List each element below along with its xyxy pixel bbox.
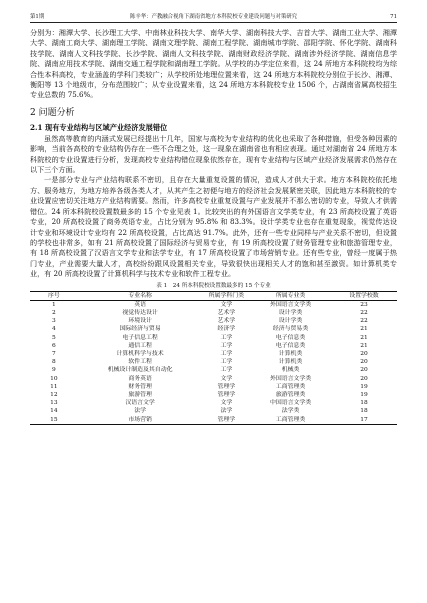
cell-count: 21 bbox=[360, 342, 368, 349]
cell-index: 15 bbox=[50, 416, 58, 423]
table-row bbox=[30, 416, 397, 425]
cell-discipline: 艺术学 bbox=[217, 318, 236, 325]
table-row bbox=[30, 300, 397, 309]
cell-index: 11 bbox=[50, 383, 58, 390]
cell-major: 国际经济与贸易 bbox=[119, 326, 161, 333]
cell-discipline: 文学 bbox=[220, 375, 233, 382]
page-number: 71 bbox=[390, 14, 397, 20]
col-header-index: 序号 bbox=[47, 292, 60, 299]
cell-category: 工商管理类 bbox=[275, 383, 306, 390]
cell-category: 设计学类 bbox=[278, 318, 303, 325]
table-row bbox=[30, 342, 397, 350]
paragraph-first-problem: 一是部分专业与产业结构联系不密切，且存在大量重复设置的情况，造成人才供大于求。地方本科院校依托地方、服务地方，为地方培养各级各类人才，从其产生之初便与地方的经济社会发展紧密关联，因此地方本科院校的专业设置应密切关注地方产业结构需要。然而，许多高校专业重复设置与产业发展并不那么密切的专业，导致人才供需错位。24 所本科院校设置数最多的 15 个专业见表 1。比较突出的有外国语言文学类专业，有 23 所高校设置了英语专业，20 所高校设置了商务英语专业，占比分别为 95.8% 和 83.3%。设计学类专业也存在重复现象，视觉传达设计专业和环境设计专业均有 22 所高校设置，占比高达 91.7%。此外，还有一些专业同样与产业关系不密切，但设置的学校也非常多，如有 21 所高校设置了国际经济与贸易专业，有 19 所高校设置了财务管理专业和旅游管理专业，有 18 所高校设置了汉语言文学专业和法学专业，有 17 所高校设置了市场营销专业。还有些专业，曾经一度属于热门专业，产业需要大量人才，高校纷纷跟风设置相关专业，导致很快出现相关人才的饱和甚至激资。如计算机类专业，有 20 所高校设置了计算机科学与技术专业和软件工程专业。 bbox=[30, 175, 397, 279]
cell-category: 计算机类 bbox=[278, 350, 303, 357]
cell-major: 市场营销 bbox=[128, 416, 152, 423]
cell-category: 机械类 bbox=[281, 367, 300, 374]
cell-count: 17 bbox=[360, 416, 368, 423]
cell-index: 13 bbox=[50, 400, 58, 407]
cell-category: 工商管理类 bbox=[275, 416, 306, 423]
cell-category: 外国语言文学类 bbox=[269, 301, 312, 308]
table-row bbox=[30, 383, 397, 391]
cell-index: 9 bbox=[51, 367, 56, 374]
top-15-majors-table bbox=[30, 291, 397, 425]
cell-major: 英语 bbox=[134, 301, 146, 308]
col-header-major: 专业名称 bbox=[128, 292, 152, 299]
cell-major: 法学 bbox=[134, 408, 146, 415]
cell-count: 19 bbox=[360, 383, 368, 390]
cell-major: 视觉传达设计 bbox=[122, 309, 158, 316]
cell-major: 机械设计制造及其自动化 bbox=[107, 367, 173, 374]
cell-count: 23 bbox=[360, 301, 368, 308]
cell-index: 10 bbox=[50, 375, 58, 382]
cell-discipline: 艺术学 bbox=[217, 309, 236, 316]
cell-discipline: 经济学 bbox=[217, 326, 236, 333]
intro-paragraph: 分别为：湘潭大学、长沙理工大学、中南林业科技大学、南华大学、湖南科技大学、吉首大学、湖南工业大学、湘潭大学、湖南工商大学、湖南理工学院、湖南文理学院、湖南工程学院、湖南城市学院、邵阳学院、怀化学院、湖南科技学院、湖南人文科技学院、长沙学院、湖南人文科技学院、湖南财政经济学院、湖南涉外经济学院、湖南信息学院、湖南应用技术学院、湖南交通工程学院和湖南理工学院。从学校的办学定位来看，这 24 所地方本科院校均为综合性本科高校，专业涵盖的学科门类较广；从学校所处地理位置来看，这 24 所地方本科院校分别位于长沙、湘潭、衡阳等 13 个地级市，分布范围较广；从专业设置来看，这 24 所地方本科院校专业 1506 个，占湖南省属高校招生专业总数的 75.6%。 bbox=[30, 28, 397, 100]
cell-discipline: 工学 bbox=[220, 342, 233, 349]
cell-discipline: 文学 bbox=[220, 301, 233, 308]
cell-category: 电子信息类 bbox=[275, 342, 306, 349]
cell-major: 电子信息工程 bbox=[122, 334, 158, 341]
cell-major: 软件工程 bbox=[128, 359, 152, 366]
running-header bbox=[30, 12, 397, 23]
table-row bbox=[30, 407, 397, 415]
cell-count: 19 bbox=[360, 391, 368, 398]
cell-count: 22 bbox=[360, 309, 368, 316]
table-row bbox=[30, 334, 397, 342]
cell-category: 法学类 bbox=[281, 408, 300, 415]
cell-category: 设计学类 bbox=[278, 309, 303, 316]
cell-index: 5 bbox=[51, 334, 56, 341]
cell-category: 经济与贸易类 bbox=[272, 326, 309, 333]
table-row bbox=[30, 366, 397, 374]
table-row bbox=[30, 325, 397, 333]
cell-discipline: 工学 bbox=[220, 359, 233, 366]
cell-discipline: 文学 bbox=[220, 400, 233, 407]
table-row bbox=[30, 399, 397, 407]
subsection-2-1-title: 2.1 现有专业结构与区域产业经济发展错位 bbox=[30, 122, 168, 132]
table-row bbox=[30, 350, 397, 358]
col-header-category: 所属专业类 bbox=[275, 292, 306, 299]
cell-category: 外国语言文学类 bbox=[269, 375, 312, 382]
cell-discipline: 工学 bbox=[220, 350, 233, 357]
cell-count: 20 bbox=[360, 367, 368, 374]
table-row bbox=[30, 375, 397, 383]
col-header-count: 设置学校数 bbox=[349, 292, 379, 299]
cell-index: 8 bbox=[51, 359, 56, 366]
cell-discipline: 管理学 bbox=[217, 383, 236, 390]
cell-index: 2 bbox=[51, 309, 56, 316]
cell-major: 计算机科学与技术 bbox=[116, 350, 164, 357]
cell-count: 22 bbox=[360, 318, 368, 325]
cell-count: 20 bbox=[360, 350, 368, 357]
cell-count: 18 bbox=[360, 400, 368, 407]
cell-count: 21 bbox=[360, 334, 368, 341]
cell-discipline: 工学 bbox=[220, 367, 233, 374]
issue-number: 第1期 bbox=[30, 14, 45, 20]
cell-count: 20 bbox=[360, 359, 368, 366]
cell-index: 14 bbox=[50, 408, 58, 415]
running-title: 陈辛华：产教融合视角下湖南省地方本科院校专业建设问题与对策研究 bbox=[129, 14, 298, 20]
cell-major: 汉语言文学 bbox=[125, 400, 155, 407]
cell-major: 通信工程 bbox=[128, 342, 152, 349]
cell-count: 20 bbox=[360, 375, 368, 382]
cell-category: 旅游管理类 bbox=[275, 391, 306, 398]
table-row bbox=[30, 309, 397, 317]
cell-discipline: 管理学 bbox=[217, 416, 236, 423]
cell-major: 环境设计 bbox=[128, 318, 152, 325]
cell-major: 商务英语 bbox=[128, 375, 152, 382]
cell-major: 财务管理 bbox=[128, 383, 152, 390]
paragraph-problem-overview: 虽然高等教育的内涵式发展已经提出十几年，国家与高校为专业结构的优化也采取了各种措施，但受各种因素的影响，当前各高校的专业结构仍存在一些不合理之处，这一现象在湖南省也有相应表现。通过对湖南省 24 所地方本科院校的专业设置进行分析，发现高校专业结构错位现象依然存在，现有专业结构与区域产业经济发展需求仍然存在以下三个方面。 bbox=[30, 133, 397, 175]
cell-category: 计算机类 bbox=[278, 359, 303, 366]
table-row bbox=[30, 358, 397, 366]
section-2-title: 2 问题分析 bbox=[30, 107, 75, 118]
cell-discipline: 法学 bbox=[220, 408, 233, 415]
cell-index: 7 bbox=[51, 350, 56, 357]
cell-category: 中国语言文学类 bbox=[269, 400, 312, 407]
cell-count: 18 bbox=[360, 408, 368, 415]
cell-index: 3 bbox=[51, 318, 56, 325]
table-row bbox=[30, 317, 397, 325]
cell-index: 12 bbox=[50, 391, 58, 398]
table-row bbox=[30, 391, 397, 399]
cell-discipline: 管理学 bbox=[217, 391, 236, 398]
body-text bbox=[30, 28, 397, 425]
cell-index: 4 bbox=[51, 326, 56, 333]
cell-index: 1 bbox=[51, 301, 56, 308]
table-body bbox=[30, 300, 397, 424]
table-caption: 表 1 24 所本科院校设置数最多的 15 个专业 bbox=[156, 282, 271, 289]
cell-category: 电子信息类 bbox=[275, 334, 306, 341]
cell-major: 旅游管理 bbox=[128, 391, 152, 398]
table-header-row bbox=[30, 291, 397, 300]
cell-count: 21 bbox=[360, 326, 368, 333]
col-header-discipline: 所属学科门类 bbox=[208, 292, 244, 299]
cell-discipline: 工学 bbox=[220, 334, 233, 341]
cell-index: 6 bbox=[51, 342, 56, 349]
